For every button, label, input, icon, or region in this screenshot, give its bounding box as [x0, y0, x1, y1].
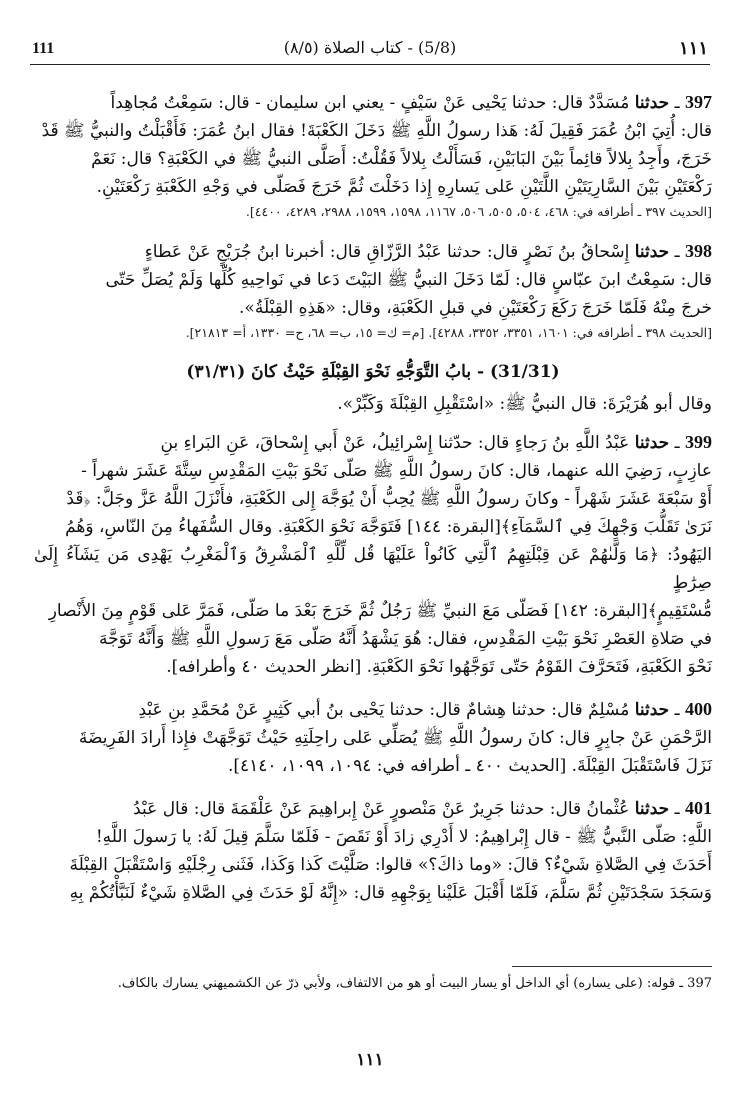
hadith-line: عازِبٍ، رَضِيَ الله عنهما، قال: كانَ رسولُ اللَّهِ ﷺ صَلّى نَحْوَ بَيْتِ المَقْدِسِ سِتَّةَ عَشَرَ شهراً -: [81, 461, 712, 481]
hadith-line: خرجَ مِنْهُ فَلَمّا خَرَجَ رَكَعَ رَكْعَتَيْنِ في قبلِ الكَعْبَةِ، وقال: «هَذِهِ القِبْلَةُ».: [239, 298, 712, 318]
hadith-line: أَحَدَثَ فِي الصَّلاةِ شَيْءٌ؟ قالَ: «وما ذاكَ؟» قالوا: صَلَّيْتَ كَذا وَكَذا، فَثَنى رِجْلَيْهِ وَاسْتَقْبَلَ القِبْلَةَ: [69, 855, 712, 875]
footnote-divider: [512, 966, 712, 967]
page-header: [30, 34, 710, 65]
hadith-401: [34, 794, 712, 907]
hadith-line: رَكْعَتَيْنِ بَيْنَ السَّارِيَتَيْنِ اللَّتَيْنِ عَلى يَسارِهِ إِذا دَخَلْتَ ثُمَّ خَرَجَ فَصَلّى في وَجْهِ الكَعْبَةِ رَكْعَتَيْنِ.: [96, 177, 712, 197]
hadith-397: [34, 88, 712, 223]
hadith-line: نَحْوَ الكَعْبَةِ، فَتَحَرَّفَ القَوْمُ حَتّى تَوَجَّهُوا نَحْوَ الكَعْبَةِ. [انظر الحديث ٤٠ وأطرافه].: [166, 657, 712, 677]
hadith-text: إِسْحاقُ بنُ نَصْرٍ قال: حدثنا عَبْدُ الرَّزّاقِ قال: أخبرنا ابنُ جُرَيْجٍ عَنْ عَطاءٍ: [144, 242, 630, 262]
hadith-line: قال: سَمِعْتُ ابنَ عبّاسٍ قال: لَمّا دَخَلَ النبيُّ ﷺ البَيْتَ دَعا في نَواحِيهِ كُلِّها وَلَمْ يُصَلِّ حَتّى: [105, 270, 712, 290]
hadith-399: [34, 428, 712, 681]
footnote: 397 ـ قوله: (على يساره) أي الداخل أو يسار البيت أو هو من الالتفاف، ولأبي ذرّ عن الكشميهني يسارك بالكاف.: [117, 976, 712, 991]
hadith-line: خَرَجَ، وأَجِدُ بِلالاً قائِماً بَيْنَ البَابَيْنِ، فَسَأَلْتُ بِلالاً فَقُلْتُ: أَصَلَّى النبيُّ ﷺ في الكَعْبَةِ؟ قال: نَعَمْ: [91, 149, 712, 169]
chapter-subline: وقال أبو هُرَيْرَةَ: قال النبيُّ ﷺ: «اسْتَقْبِلِ القِبْلَةَ وَكَبِّرْ».: [337, 394, 712, 414]
page-body: [34, 88, 712, 921]
hadith-398: [34, 237, 712, 344]
hadith-line: 401 ـ حدثنا عُثْمانُ قال: حدثنا جَرِيرٌ عَنْ مَنْصورٍ عَنْ إِبراهِيمَ عَنْ عَلْقَمَةَ قال: قال عَبْدُ: [133, 798, 712, 819]
hadith-label: حدثنا: [634, 242, 670, 262]
page-number-arabic: ١١١: [678, 38, 708, 59]
running-title: (5/8) - كتاب الصلاة (٨/٥): [283, 38, 457, 57]
hadith-number: 399: [685, 432, 712, 452]
hadith-line: نَزَلَ فَاسْتَقْبَلَ القِبْلَةَ. [الحديث ٤٠٠ ـ أطرافه في: ١٠٩٤، ١٠٩٩، ٤١٤٠].: [227, 756, 712, 776]
hadith-label: حدثنا: [634, 700, 670, 720]
hadith-line: وَسَجَدَ سَجْدَتَيْنِ ثُمَّ سَلَّمَ، فَلَمّا أَقْبَلَ عَلَيْنا بِوَجْهِهِ قال: «إِنَّهُ لَوْ حَدَثَ فِي الصَّلاةِ شَيْءٌ لَنَبَّأْتُكُمْ بِهِ: [69, 883, 712, 903]
hadith-text: مُسْلِمٌ قال: حدثنا هِشامٌ قال: حدثنا يَحْيى بنُ أبي كَثِيرٍ عَنْ مُحَمَّدِ بنِ عَبْدِ: [138, 700, 630, 720]
hadith-line: 399 ـ حدثنا عَبْدُ اللَّهِ بنُ رَجاءٍ قال: حدّثنا إِسْرائِيلُ، عَنْ أَبي إِسْحاقَ، عَنِ البَراءِ بنِ: [160, 432, 712, 453]
hadith-line: 400 ـ حدثنا مُسْلِمٌ قال: حدثنا هِشامٌ قال: حدثنا يَحْيى بنُ أبي كَثِيرٍ عَنْ مُحَمَّدِ بنِ عَبْدِ: [138, 699, 712, 720]
hadith-label: حدثنا: [634, 93, 670, 113]
hadith-line: الرَّحْمَنِ عَنْ جابِرٍ قال: كانَ رسولُ اللَّهِ ﷺ يُصَلِّي عَلى راحِلَتِهِ حَيْثُ تَوَجَّهَتْ فإِذا أَرادَ الفَرِيضَةَ: [78, 728, 712, 748]
hadith-line: اليَهُودُ: ﴿مَا وَلَّىٰهُمْ عَن قِبْلَتِهِمُ ٱلَّتِي كَانُواْ عَلَيْهَا قُل لِّلَّهِ ٱلْمَشْرِقُ وَٱلْمَغْرِبُ يَهْدِى مَن يَشَآءُ إِلَىٰ صِرَٰطٍ: [34, 545, 712, 593]
hadith-refs: [الحديث ٣٩٧ ـ أطرافه في: ٤٦٨، ٥٠٤، ٥٠٥، ٥٠٦، ١١٦٧، ١٥٩٨، ١٥٩٩، ٢٩٨٨، ٤٢٨٩، ٤٤٠٠].: [245, 204, 712, 219]
chapter-title: (31/31) - بابُ التَّوَجُّهِ نَحْوَ القِبْلَةِ حَيْثُ كانَ (٣١/٣١): [186, 362, 560, 382]
hadith-line: 398 ـ حدثنا إِسْحاقُ بنُ نَصْرٍ قال: حدثنا عَبْدُ الرَّزّاقِ قال: أخبرنا ابنُ جُرَيْجٍ عَنْ عَطاءٍ: [144, 241, 712, 262]
page-number-footer: ١١١: [356, 1050, 384, 1070]
hadith-refs: [الحديث ٣٩٨ ـ أطرافه في: ١٦٠١، ٣٣٥١، ٣٣٥٢، ٤٢٨٨]. [م= ك= ١٥، ب= ٦٨، ح= ١٣٣٠، أ= ٢١٨١٣].: [185, 325, 712, 340]
hadith-line: اللَّهِ: صَلّى النَّبيُّ ﷺ - قال إِبْراهِيمُ: لا أَدْرِي زادَ أَوْ نَقَصَ - فَلَمّا سَلَّمَ قِيلَ لَهُ: يا رَسولَ اللَّهِ!: [95, 827, 712, 847]
hadith-number: 401: [685, 798, 712, 818]
hadith-number: 397: [685, 92, 712, 112]
hadith-text: عُثْمانُ قال: حدثنا جَرِيرٌ عَنْ مَنْصورٍ عَنْ إِبراهِيمَ عَنْ عَلْقَمَةَ قال: قال عَبْدُ: [133, 799, 630, 819]
hadith-number: 400: [685, 699, 712, 719]
hadith-label: حدثنا: [634, 799, 670, 819]
hadith-line: قال: أُتِيَ ابْنُ عُمَرَ فَقِيلَ لَهُ: هَذا رسولُ اللَّهِ ﷺ دَخَلَ الكَعْبَةَ! فقال ابنُ عُمَرَ: فَأَقْبَلْتُ والنبيُّ ﷺ قَدْ: [41, 121, 712, 141]
hadith-line: في صَلاةِ العَصْرِ نَحْوَ بَيْتِ المَقْدِسِ، فقال: هُوَ يَشْهَدُ أَنَّهُ صَلّى مَعَ رَسولِ اللَّهِ ﷺ وَأَنَّهُ تَوَجَّهَ: [98, 629, 712, 649]
hadith-text: مُسَدَّدٌ قال: حدثنا يَحْيى عَنْ سَيْفٍ - يعني ابن سليمان - قال: سَمِعْتُ مُجاهِداً: [110, 93, 630, 113]
hadith-line: مُّسْتَقِيمٍ﴾[البقرة: ١٤٢] فَصَلّى مَعَ النبيِّ ﷺ رَجُلٌ ثُمَّ خَرَجَ بَعْدَ ما صَلّى، فَمَرَّ عَلى قَوْمٍ مِنَ الأَنْصارِ: [48, 601, 712, 621]
page-number-latin: 111: [32, 40, 55, 57]
hadith-line: 397 ـ حدثنا مُسَدَّدٌ قال: حدثنا يَحْيى عَنْ سَيْفٍ - يعني ابن سليمان - قال: سَمِعْتُ مُجاهِداً: [110, 92, 712, 113]
hadith-label: حدثنا: [634, 433, 670, 453]
hadith-line: نَرَىٰ تَقَلُّبَ وَجْهِكَ فِي ٱلسَّمَآءِ﴾[البقرة: ١٤٤] فَتَوَجَّهَ نَحْوَ الكَعْبَةِ. وقال السُّفَهاءُ مِنَ النّاسِ، وَهُمُ: [65, 517, 712, 537]
hadith-400: [34, 695, 712, 780]
hadith-text: عَبْدُ اللَّهِ بنُ رَجاءٍ قال: حدّثنا إِسْرائِيلُ، عَنْ أَبي إِسْحاقَ، عَنِ البَراءِ بنِ: [160, 433, 630, 453]
hadith-line: أَوْ سَبْعَةَ عَشَرَ شَهْراً - وكانَ رسولُ اللَّهِ ﷺ يُحِبُّ أَنْ يُوَجَّهَ إِلى الكَعْبَةِ، فأَنْزَلَ اللَّهُ عَزَّ وجَلَّ: ﴿قَدْ: [66, 489, 712, 509]
hadith-number: 398: [685, 241, 712, 261]
